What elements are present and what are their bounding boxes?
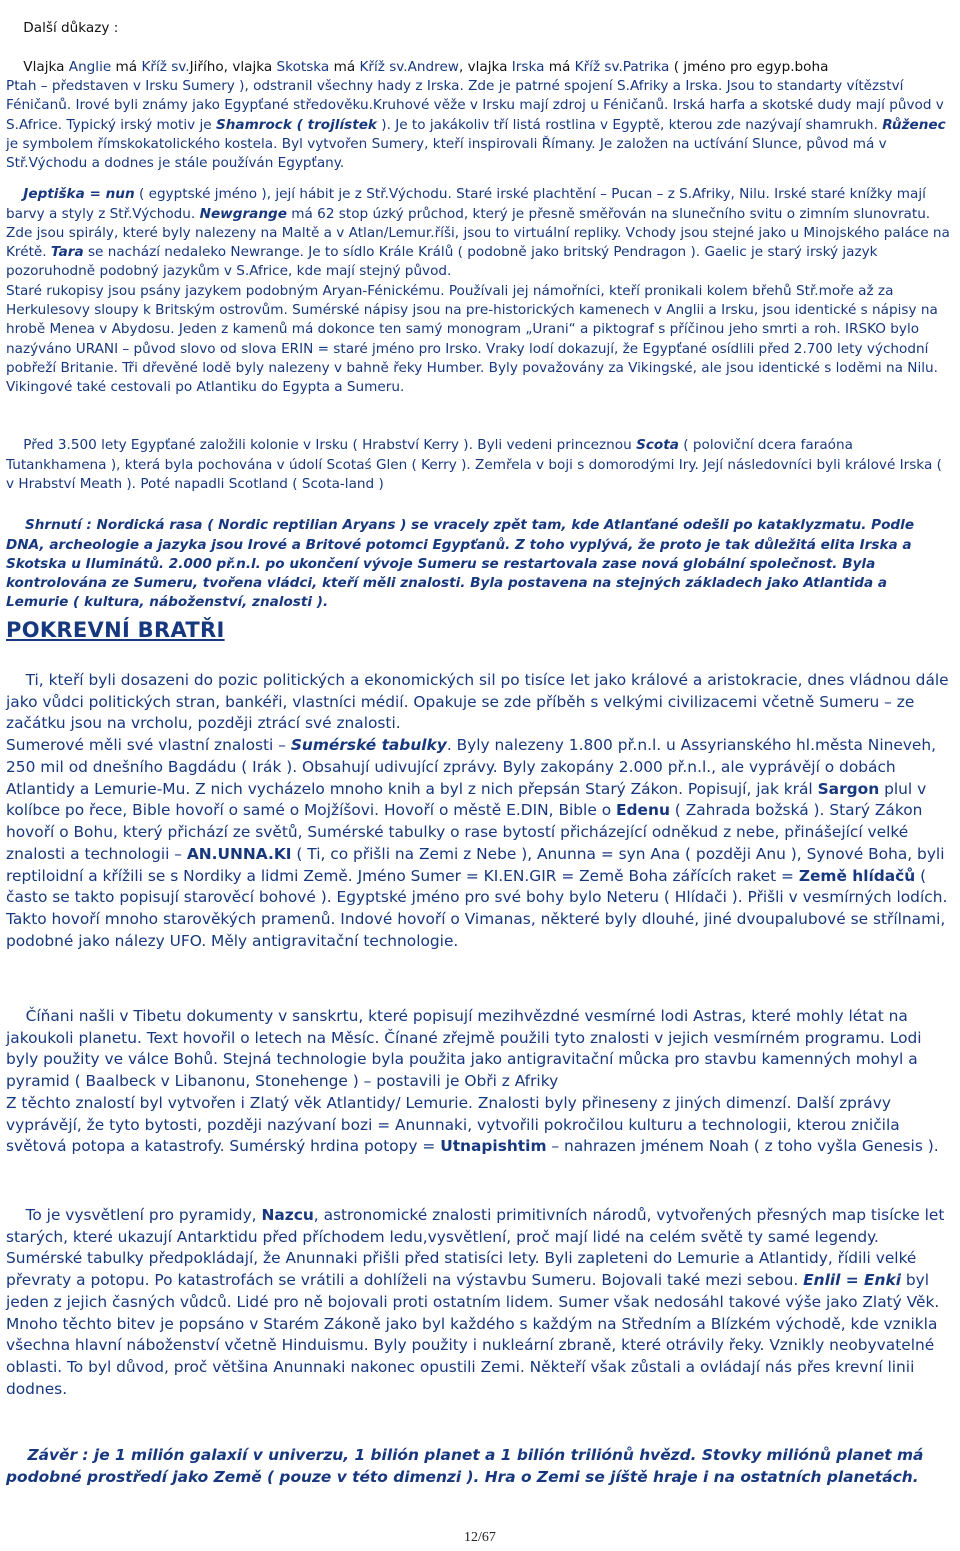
paragraph-text: , astronomické znalosti primitivních národů, vytvořených přesných map tisícke let starých, které ukazují Antarktidu před příchodem ledu,vysvětlení, proč mají lidé na celém světě ty samé legendy. Sumérské tabulky předpokládají, že Anunnaki přišli před statisíci lety. Byli zapleteni do Lemurie a Atlantidy, řídili velké převraty a potopu. Po katastrofách se vrátili a dohlíželi na výstavbu Sumeru. Bojovali také mezi sebou. (6, 1205, 945, 1289)
keyword-scota: Scota (636, 437, 679, 454)
keyword-anglie: Anglie (68, 58, 112, 75)
keyword-andrew: Kříž sv.Andrew (359, 58, 459, 75)
section-jeptiska (6, 166, 954, 417)
paragraph-text: je symbolem římskokatolického kostela. Byl vytvořen Sumery, kteří inspirovali Římany. Je založen na uctívání Slunce, původ má v Stř.Východu a dodnes je stále používán Egypťany. (6, 116, 951, 172)
paragraph-text: Ptah – představen v Irsku Sumery ), odstranil všechny hady z Irska. Zde je patrné spojení S.Afriky a Irska. Jsou to standarty vítězství Féničanů. Irové byli známy jako Egypťané středověku.Kruhové věže v Irsku mají zdroj u Féničanů. Irská harfa a skotské dudy mají původ v S.Africe. Typický irský motiv je (6, 78, 949, 133)
keyword-tara: Tara (50, 244, 84, 261)
text-run: Vlajka (23, 58, 69, 75)
text-run: má (111, 58, 142, 75)
keyword-edenu: Edenu (616, 801, 670, 820)
keyword-utnapishtim: Utnapishtim (440, 1137, 547, 1156)
paragraph-text: . Byly nalezeny 1.800 př.n.l. u Assyrianského hl.města Nineveh, 250 mil od dnešního Bagdádu ( Irák ). Obsahují udivující zprávy. Byly zakopány 2.000 př.n.l., ale vyprávějí o dobách Atlantidy a Lemurie-Mu. Z nich vycházelo mnoho knih a byl z nich přepsán Starý Zákon. Popisují, jak král (6, 736, 941, 798)
paragraph-text: má 62 stop úzký průchod, který je přesně směřován na slunečního svitu o zimním slunovratu. Zde jsou spirály, které byly nalezeny na Maltě a v Atlan/Lemur.říši, jsou to virtuální repliky. Vchody jsou stejné jako u Minojského paláce na Krétě. (6, 205, 955, 261)
paragraph-text: byl jeden z jejich časných vůdců. Lidé pro ně bojovali proti ostatním lidem. Sumer však nedosáhl takové výše jako Zlatý Věk. Mnoho těchto bitev je popsáno v Starém Zákoně jako byl každého s každým na Středním a Blízkém východě, kde vznikla všechna hlavní náboženství včetně Hinduismu. Byly použity i nukleární zbraně, které otrávily řeky. Vznikly neobyvatelné oblasti. To byl důvod, proč většina Anunnaki nakonec opustili Zemi. Někteří však zůstali a ovládají nás přes krevní linii dodnes. (6, 1271, 945, 1398)
section-cinani (6, 984, 954, 1180)
text-run: ( jméno pro egyp.boha (669, 58, 829, 75)
paragraph-text: Před 3.500 lety Egypťané založili kolonie v Irsku ( Hrabství Kerry ). Byli vedeni princeznou (23, 437, 637, 454)
keyword-enlil-enki: Enlil = Enki (803, 1271, 902, 1289)
keyword-patrika: Kříž sv.Patrika (574, 58, 670, 75)
paragraph-text: ( často se takto popisují starověcí bohové ). Egyptské jméno pro své bohy bylo Neteru ( Hlídači ). Přišli v vesmírných lodích. Takto hovoří mnoho starověkých pramenů. Indové hovoří o Vimanas, některé byly dlouhé, jiné dvoupalubové se střílnami, podobné jako nálezy UFO. Měly antigravitační technologie. (6, 866, 953, 950)
paragraph-text: Číňani našli v Tibetu dokumenty v sanskrtu, které popisují mezihvězdné vesmírné lodi Astras, které mohly létat na jakoukoli planetu. Text hovořil o letech na Měsíc. Čínané zřejmě použili tyto znalosti v jejich vesmírném programu. Lodi byly použity ve válce Bohů. Stejná technologie byla použita jako antigravitační můcka pro stavbu kamenných mohyl a pyramid ( Baalbeck v Libanonu, Stonehenge ) – postavili je Obři z Afriky Z těchto znalostí byl vytvořen i Zlatý věk Atlantidy/ Lemurie. Znalosti byly přineseny z jiných dimenzí. Další zprávy vyprávějí, že tyto bytosti, později nazývaní bozi = Anunnaki, vytvořili pokročilou kulturu a technologii, kterou zničila světová potopa a katastrofy. Sumérský hrdina potopy = (6, 1006, 922, 1156)
keyword-sargon: Sargon (817, 779, 880, 798)
page-number: 12/67 (464, 1530, 496, 1545)
keyword-ruzenec: Růženec (882, 116, 946, 133)
paragraph-text: ( Ti, co přišli na Zemi z Nebe ), Anunna = syn Ana ( později Anu ), Synové Boha, byli reptiloidní a křížili se s Nordiky a lidmi Země. Jméno Sumer = KI.EN.GIR = Země Boha zářících raket = (6, 844, 950, 885)
section-pyramidy (6, 1183, 954, 1422)
paragraph-text: To je vysvětlení pro pyramidy, (25, 1205, 262, 1224)
keyword-anunnaki: AN.UNNA.KI (186, 844, 292, 863)
paragraph-text: Sumerové měli své vlastní znalosti – (6, 736, 291, 754)
paragraph-text: – nahrazen jménem Noah ( z toho vyšla Genesis ). (546, 1137, 939, 1156)
paragraph-text: plul v kolíbce po řece, Bible hovoří o samé o Mojžíšovi. Hovoří o městě E.DIN, Bible o (6, 779, 932, 820)
keyword-skotska: Skotska (276, 58, 330, 75)
keyword-irska: Irska (511, 58, 545, 75)
paragraph-text: ). Je to jakákoliv tří listá rostlina v Egyptě, kterou zde nazývají shamrukh. (376, 116, 883, 133)
section-ti-kteri (6, 648, 954, 974)
paragraph-text: ( egyptské jméno ), její hábit je z Stř.Východu. Staré irské plachtění – Pucan – z S.Afriky, Nilu. Irské staré knížky mají barvy a styly z Stř.Východu. (6, 186, 931, 222)
keyword-kriz: Kříž sv. (141, 58, 190, 75)
keyword-jeptiska: Jeptiška = nun (23, 186, 135, 203)
keyword-shamrock: Shamrock ( trojlístek (215, 116, 377, 133)
section-label: Další důkazy : (23, 20, 119, 37)
paragraph-text: ( poloviční dcera faraóna Tutankhamena ), která byla pochována v údolí Scotaś Glen ( Kerry ). Zemřela v boji s domorodými Iry. Její následovníci byli králové Irska ( v Hrabství Meath ). Poté napadli Scotland ( Scota-land ) (6, 437, 947, 492)
paragraph-text: ( Zahrada božská ). Starý Zákon hovoří o Bohu, který přichází ze světů, Sumérské tabulky o rase bytostí přicházející odněkud z nebe, přinášející velké znalosti a technologii – (6, 801, 928, 863)
keyword-newgrange: Newgrange (199, 205, 287, 222)
text-run: má (329, 58, 360, 75)
text-run: Jiřího, vlajka (189, 58, 277, 75)
section-zaver (6, 1423, 954, 1510)
text-run: má (544, 58, 575, 75)
keyword-zeme-hlidacu: Země hlídačů (798, 866, 916, 885)
paragraph-text: Ti, kteří byli dosazeni do pozic politických a ekonomických sil po tisíce let jako králové a aristokracie, dnes vládnou dále jako vůdci politických stran, bankéři, vlastníci médií. Opakuje se zde příběh s velkými civilizacemi včetně Sumeru – ze začátku jsou na vrcholu, později ztrácí své znalosti. (6, 670, 954, 733)
keyword-sumerske-tabulky: Sumérské tabulky (290, 736, 447, 754)
summary-text: Shrnutí : Nordická rasa ( Nordic reptilian Aryans ) se vracely zpět tam, kde Atlanťané odešli po kataklyzmatu. Podle DNA, archeologie a jazyka jsou Irové a Britové potomci Egypťanů. Z toho vyplývá, že proto je tak důležitá elita Irska a Skotska u Iluminátů. 2.000 př.n.l. po ukončení vývoje Sumeru se restartovala zase nová globální společnost. Byla kontrolována ze Sumeru, tvořena vládci, kteří měli znalosti. Byla postavena na stejných základech jako Atlantida a Lemurie ( kultura, náboženství, znalosti ). (6, 517, 919, 611)
paragraph-text: se nachází nedaleko Newrange. Je to sídlo Krále Králů ( podobně jako britský Pendragon ). Gaelic je starý irský jazyk pozoruhodně podobný jazykům v S.Africe, kde mají stejný původ. Staré rukopisy jsou psány jazykem podobným Aryan-Fénickému. Používali jej námořníci, kteří pronikali kolem břehů Stř.moře až za Herkulesovy sloupy k Britským ostrovům. Sumérské nápisy jsou na pre-historických kamenech v Anglii a Irsku, jsou identické s nápisy na hrobě Menea v Abydosu. Jeden z kamenů má dokonce ten samý monogram „Urani“ a piktograf s příčinou jeho smrti a roh. IRSKO bylo nazýváno URANI – původ slovo od slova ERIN = staré jméno pro Irsko. Vraky lodí dokazují, že Egypťané osídlili před 2.700 lety východní pobřeží Britanie. Tři dřevěné lodě byly nalezeny v bahně řeky Humber. Byly považovány za Vikingské, ale jsou identické s loděmi na Nilu. Vikingové také cestovali po Atlantiku do Egypta a Sumeru. (6, 244, 938, 396)
text-run: , vlajka (458, 58, 512, 75)
section-dalsi-dukazy (6, 0, 954, 193)
section-shrnuti (6, 497, 954, 632)
keyword-nazca: Nazcu (261, 1205, 314, 1224)
section-heading: POKREVNÍ BRATŘI (6, 618, 225, 642)
conclusion-text: Závěr : je 1 milión galaxií v univerzu, 1 bilión planet a 1 bilión triliónů hvězd. Stovky miliónů planet má podobné prostředí jako Země ( pouze v této dimenzi ). Hra o Zemi se jíště hraje i na ostatních planetách. (6, 1445, 929, 1486)
